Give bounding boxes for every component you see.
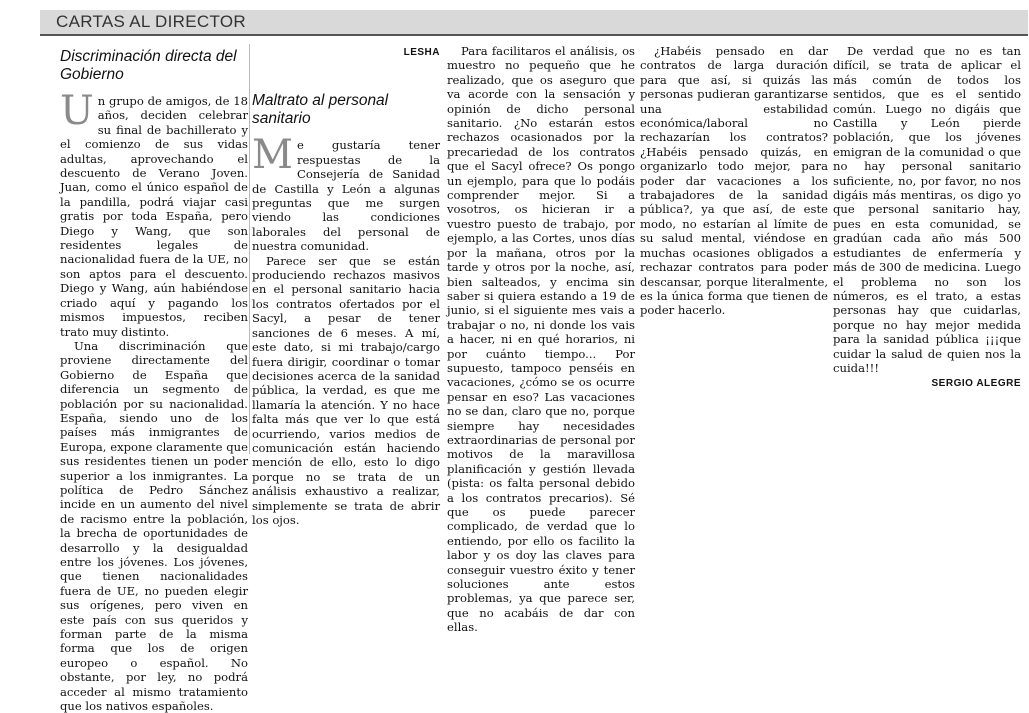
column-4 bbox=[640, 44, 828, 460]
section-title: CARTAS AL DIRECTOR bbox=[56, 12, 246, 31]
column-divider bbox=[249, 44, 250, 454]
letter-1-dropcap: U bbox=[60, 88, 94, 134]
section-header bbox=[40, 10, 1028, 36]
letter-1-signature: LESHA bbox=[403, 47, 440, 58]
column-2 bbox=[252, 44, 440, 527]
column-5 bbox=[833, 44, 1021, 460]
letter-2-signature: SERGIO ALEGRE bbox=[931, 378, 1021, 390]
letter-2-paragraph-1: e gustaría tener respuestas de la Consejería de Sanidad de Castilla y León a algunas preguntas que me surgen viendo las condiciones laborales del personal de nuestra comunidad. bbox=[252, 138, 440, 254]
letter-2-dropcap: M bbox=[252, 132, 293, 179]
letter-2-paragraph-4: ¿Habéis pensado en dar contratos de larga duración para que así, si quizás las personas pudieran garantizarse una estabilidad económica/laboral no rechazarían los contratos? ¿Habéis pensado quizás, en organizarlo todo mejor, para poder dar vacaciones a los trabajadores de la sanidad pública?, ya que así, de este modo, no estarían al límite de su salud mental, viéndose en muchas ocasiones obligados a rechazar contratos para poder descansar, porque literalmente, es la única forma que tienen de poder hacerlo. bbox=[640, 44, 828, 318]
letter-2-title: Maltrato al personal sanitario bbox=[252, 92, 389, 128]
letter-1-paragraph-1: n grupo de amigos, de 18 años, deciden celebrar su final de bachillerato y el comienzo de sus vidas adultas, aprovechando el descuento de Verano Joven. Juan, como el único español de la pandilla, podrá viajar casi gratis por toda España, pero Diego y Wang, que son residentes legales de nacionalidad fuera de la UE, no son aptos para el descuento. Diego y Wang, aún habiéndose criado aquí y pagando los mismos impuestos, reciben trato muy distinto. bbox=[60, 94, 248, 339]
letter-1-title: Discriminación directa del Gobierno bbox=[60, 48, 237, 83]
column-1 bbox=[60, 44, 248, 713]
letter-1-paragraph-2: Una discriminación que proviene directamente del Gobierno de España que diferencia un segmento de población por su nacionalidad. España, siendo uno de los países más inmigrantes de Europa, expone claramente que sus residentes tienen un poder superior a los inmigrantes. La política de Pedro Sánchez incide en un aumento del nivel de racismo entre la población, la brecha de oportunidades de desarrollo y la desigualdad entre los jóvenes. Los jóvenes, que tienen nacionalidades fuera de UE, no pueden elegir sus orígenes, pero viven en este país con sus queridos y forman parte de la misma forma que los de origen europeo o español. No obstante, por ley, no podrá acceder al mismo tratamiento que los nativos españoles. bbox=[60, 338, 248, 713]
letter-2-paragraph-2: Parece ser que se están produciendo rechazos masivos en el personal sanitario hacia los contratos ofertados por el Sacyl, a pesar de tener sanciones de 6 meses. A mí, este dato, si mi trabajo/cargo fuera dirigir, coordinar o tomar decisiones acerca de la sanidad pública, la verdad, es que me llamaría la atención. Y no hace falta más que ver lo que está ocurriendo, varios medios de comunicación están haciendo mención de ello, esto lo digo porque no se trata de un análisis exhaustivo a realizar, simplemente se trata de abrir los ojos. bbox=[252, 253, 440, 527]
letter-2-paragraph-5: De verdad que no es tan difícil, se trata de aplicar el más común de todos los sentidos, que es el sentido común. Luego no digáis que Castilla y León pierde población, que los jóvenes emigran de la comunidad o que no hay personal sanitario suficiente, no, por favor, no nos digáis más mentiras, os digo yo que personal sanitario hay, pues en esta comunidad, se gradúan cada año más 500 estudiantes de enfermería y más de 300 de medicina. Luego el problema no son los números, es el trato, a estas personas hay que cuidarlas, porque no hay mejor medida para la sanidad pública ¡¡¡que cuidar la salud de quien nos la cuida!!! bbox=[833, 44, 1021, 375]
letter-2-paragraph-3: Para facilitaros el análisis, os muestro no pequeño que he realizado, que os aseguro que va acorde con la sensación y opinión de dicho personal sanitario. ¿No estarán estos rechazos ocasionados por la precariedad de los contratos que el Sacyl ofrece? Os pongo un ejemplo, para que lo podáis comprender mejor. Si a vosotros, os hicieran ir a vuestro puesto de trabajo, por ejemplo, a las Cortes, unos días por la mañana, otros por la tarde y otros por la noche, así, bien salteados, y encima sin saber si quiera estando a 19 de junio, si el siguiente mes vais a trabajar o no, ni donde los vais a hacer, ni en qué horarios, ni por cuánto tiempo... Por supuesto, tampoco penséis en vacaciones, ¿cómo se os ocurre pensar en eso? Las vacaciones no se dan, claro que no, porque siempre hay necesidades extraordinarias de personal por motivos de la maravillosa planificación y gestión llevada (pista: os falta personal debido a los contratos precarios). Sé que os puede parecer complicado, de verdad que lo entiendo, por ello os facilito la labor y os doy las claves para conseguir vuestro éxito y tener soluciones ante estos problemas, ya que parece ser, que no acabáis de dar con ellas. bbox=[447, 44, 635, 635]
column-3 bbox=[447, 44, 635, 635]
